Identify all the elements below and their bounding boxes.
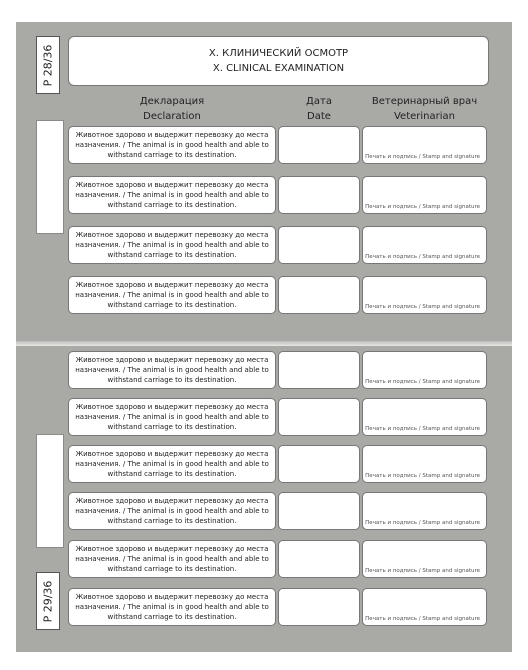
side-box-bottom: [36, 434, 64, 548]
declaration-cell: [68, 398, 276, 436]
veterinarian-signature-field[interactable]: [362, 126, 487, 164]
date-field[interactable]: [278, 445, 360, 483]
stamp-signature-caption: Печать и подпись / Stamp and signature: [365, 520, 480, 526]
page-number-top-label: P 28/36: [41, 44, 55, 86]
declaration-line: Животное здорово и выдержит перевозку до места: [75, 403, 269, 411]
declaration-line: withstand carriage to its destination.: [107, 470, 237, 478]
declaration-cell: [68, 588, 276, 626]
side-box-top: [36, 120, 64, 234]
stamp-signature-caption: Печать и подпись / Stamp and signature: [365, 154, 480, 160]
veterinarian-signature-field[interactable]: [362, 176, 487, 214]
veterinarian-signature-field[interactable]: [362, 445, 487, 483]
header-date-en: Date: [307, 111, 331, 122]
date-field[interactable]: [278, 588, 360, 626]
declaration-line: Животное здорово и выдержит перевозку до места: [75, 181, 269, 189]
declaration-line: назначения. / The animal is in good health and able to: [75, 366, 269, 374]
date-field[interactable]: [278, 492, 360, 530]
declaration-cell: [68, 226, 276, 264]
date-field[interactable]: [278, 540, 360, 578]
declaration-cell: [68, 351, 276, 389]
veterinarian-signature-field[interactable]: [362, 276, 487, 314]
veterinarian-signature-field[interactable]: [362, 226, 487, 264]
page-number-top: [36, 36, 60, 94]
section-title-en: X. CLINICAL EXAMINATION: [212, 63, 345, 74]
header-veterinarian: [362, 94, 487, 124]
declaration-line: Животное здорово и выдержит перевозку до места: [75, 231, 269, 239]
veterinarian-signature-field[interactable]: [362, 540, 487, 578]
date-field[interactable]: [278, 176, 360, 214]
section-title-box: [68, 36, 489, 86]
declaration-line: Животное здорово и выдержит перевозку до места: [75, 131, 269, 139]
veterinarian-signature-field[interactable]: [362, 398, 487, 436]
declaration-line: withstand carriage to its destination.: [107, 423, 237, 431]
stamp-signature-caption: Печать и подпись / Stamp and signature: [365, 473, 480, 479]
declaration-line: Животное здорово и выдержит перевозку до места: [75, 593, 269, 601]
declaration-line: withstand carriage to its destination.: [107, 201, 237, 209]
declaration-line: назначения. / The animal is in good health and able to: [75, 191, 269, 199]
header-date: [278, 94, 360, 124]
page-number-bottom-label: P 29/36: [41, 580, 55, 622]
header-declaration-ru: Декларация: [139, 96, 205, 107]
date-field[interactable]: [278, 126, 360, 164]
declaration-line: withstand carriage to its destination.: [107, 517, 237, 525]
declaration-line: назначения. / The animal is in good health and able to: [75, 460, 269, 468]
page-number-bottom: [36, 572, 60, 630]
veterinarian-signature-field[interactable]: [362, 588, 487, 626]
date-field[interactable]: [278, 398, 360, 436]
declaration-line: назначения. / The animal is in good health and able to: [75, 141, 269, 149]
header-vet-ru: Ветеринарный врач: [371, 96, 478, 107]
stamp-signature-caption: Печать и подпись / Stamp and signature: [365, 204, 480, 210]
stamp-signature-caption: Печать и подпись / Stamp and signature: [365, 616, 480, 622]
stamp-signature-caption: Печать и подпись / Stamp and signature: [365, 568, 480, 574]
date-field[interactable]: [278, 276, 360, 314]
declaration-line: withstand carriage to its destination.: [107, 301, 237, 309]
declaration-line: назначения. / The animal is in good health and able to: [75, 555, 269, 563]
header-vet-en: Veterinarian: [393, 111, 455, 122]
stamp-signature-caption: Печать и подпись / Stamp and signature: [365, 426, 480, 432]
header-declaration: [68, 94, 276, 124]
declaration-cell: [68, 276, 276, 314]
declaration-line: withstand carriage to its destination.: [107, 565, 237, 573]
declaration-line: Животное здорово и выдержит перевозку до места: [75, 450, 269, 458]
date-field[interactable]: [278, 226, 360, 264]
declaration-line: Животное здорово и выдержит перевозку до места: [75, 497, 269, 505]
stamp-signature-caption: Печать и подпись / Stamp and signature: [365, 379, 480, 385]
declaration-cell: [68, 126, 276, 164]
declaration-line: назначения. / The animal is in good health and able to: [75, 413, 269, 421]
declaration-line: withstand carriage to its destination.: [107, 151, 237, 159]
section-title-ru: X. КЛИНИЧЕСКИЙ ОСМОТР: [208, 48, 349, 59]
declaration-line: Животное здорово и выдержит перевозку до места: [75, 356, 269, 364]
declaration-cell: [68, 492, 276, 530]
declaration-line: withstand carriage to its destination.: [107, 376, 237, 384]
date-field[interactable]: [278, 351, 360, 389]
declaration-line: назначения. / The animal is in good health and able to: [75, 241, 269, 249]
stamp-signature-caption: Печать и подпись / Stamp and signature: [365, 254, 480, 260]
declaration-line: назначения. / The animal is in good health and able to: [75, 291, 269, 299]
declaration-cell: [68, 176, 276, 214]
veterinarian-signature-field[interactable]: [362, 492, 487, 530]
stamp-signature-caption: Печать и подпись / Stamp and signature: [365, 304, 480, 310]
declaration-line: назначения. / The animal is in good health and able to: [75, 507, 269, 515]
veterinarian-signature-field[interactable]: [362, 351, 487, 389]
declaration-line: назначения. / The animal is in good health and able to: [75, 603, 269, 611]
declaration-line: Животное здорово и выдержит перевозку до места: [75, 281, 269, 289]
declaration-cell: [68, 445, 276, 483]
header-date-ru: Дата: [306, 96, 332, 107]
declaration-cell: [68, 540, 276, 578]
declaration-line: withstand carriage to its destination.: [107, 251, 237, 259]
declaration-line: Животное здорово и выдержит перевозку до места: [75, 545, 269, 553]
header-declaration-en: Declaration: [143, 111, 201, 122]
declaration-line: withstand carriage to its destination.: [107, 613, 237, 621]
